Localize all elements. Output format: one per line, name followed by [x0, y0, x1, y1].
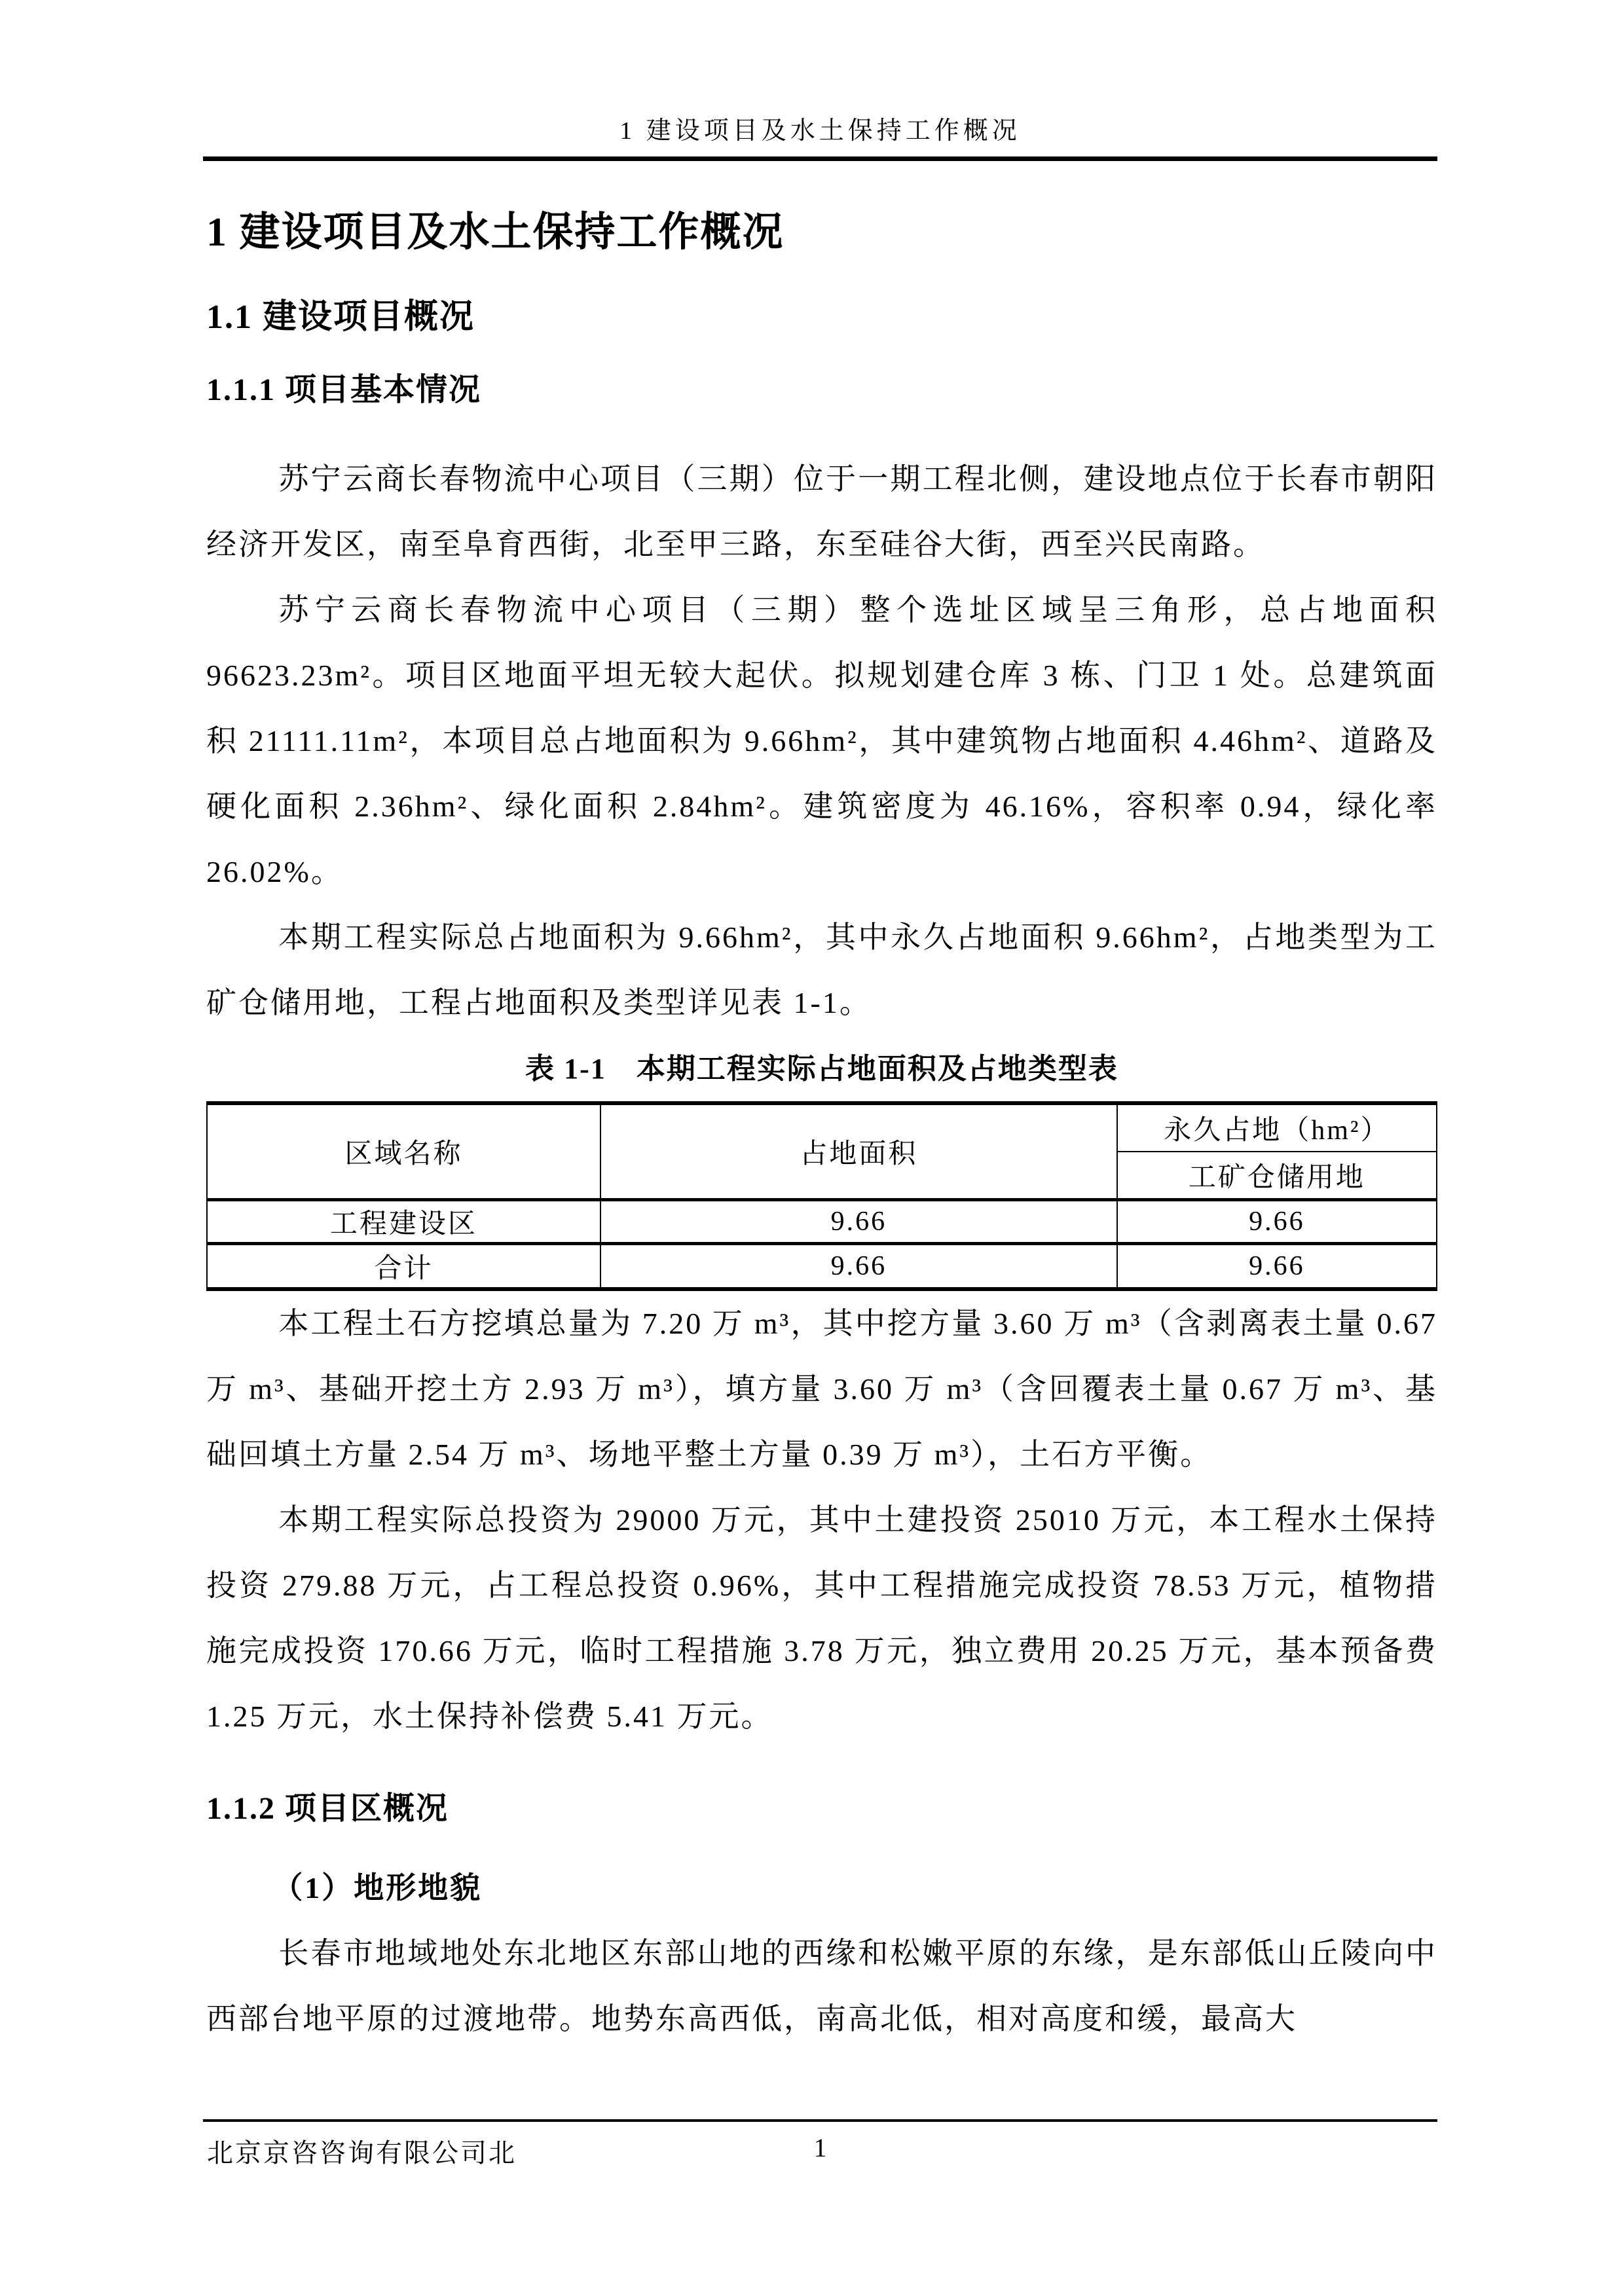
section-1-1-1-heading: 1.1.1 项目基本情况 [206, 372, 482, 407]
cell-total-area-value: 9.66 [600, 1244, 1117, 1290]
subheading-terrain: （1）地形地貌 [272, 1870, 483, 1904]
page-content [206, 196, 1437, 2052]
paragraph-land-occupation: 本期工程实际总占地面积为 9.66hm²，其中永久占地面积 9.66hm²，占地类型为工矿仓储用地，工程占地面积及类型详见表 1-1。 [206, 920, 1437, 1020]
table-header-permanent-type: 工矿仓储用地 [1117, 1152, 1437, 1200]
section-1-1-2-heading: 1.1.2 项目区概况 [206, 1791, 449, 1827]
table-caption: 表 1-1 本期工程实际占地面积及占地类型表 [525, 1053, 1118, 1085]
section-1-1-heading: 1.1 建设项目概况 [206, 299, 475, 337]
paragraph-investment: 本期工程实际总投资为 29000 万元，其中土建投资 25010 万元，本工程水土保持投资 279.88 万元，占工程总投资 0.96%，其中工程措施完成投资 78.53 万元，植物措施完成投资 170.66 万元，临时工程措施 3.78 万元，独立费用 20.25 万元，基本预备费 1.25 万元，水土保持补偿费 5.41 万元。 [206, 1503, 1437, 1734]
footer-company: 北京京咨咨询有限公司北 [207, 2138, 517, 2168]
cell-area-value: 9.66 [600, 1200, 1117, 1244]
page-footer [203, 2119, 1437, 2200]
table-header-row-top [207, 1103, 1437, 1152]
cell-total-label: 合计 [207, 1244, 600, 1290]
page-header [203, 110, 1437, 161]
table-header-area: 占地面积 [600, 1103, 1117, 1200]
table-row-construction-area [207, 1200, 1437, 1244]
table-header-region: 区域名称 [207, 1103, 600, 1200]
cell-permanent-value: 9.66 [1117, 1200, 1437, 1244]
paragraph-earthwork: 本工程土石方挖填总量为 7.20 万 m³，其中挖方量 3.60 万 m³（含剥离表土量 0.67 万 m³、基础开挖土方 2.93 万 m³），填方量 3.60 万 m³（含回覆表土量 0.67 万 m³、基础回填土方量 2.54 万 m³、场地平整土方量 0.39 万 m³），土石方平衡。 [206, 1307, 1437, 1472]
chapter-heading: 1 建设项目及水土保持工作概况 [206, 210, 784, 255]
table-header-permanent: 永久占地（hm²） [1117, 1103, 1437, 1152]
running-header-title: 1 建设项目及水土保持工作概况 [619, 117, 1021, 145]
table-row-total [207, 1244, 1437, 1290]
cell-region-name: 工程建设区 [207, 1200, 600, 1244]
paragraph-site-overview: 苏宁云商长春物流中心项目（三期）整个选址区域呈三角形，总占地面积96623.23m²。项目区地面平坦无较大起伏。拟规划建仓库 3 栋、门卫 1 处。总建筑面积 21111.11m²，本项目总占地面积为 9.66hm²，其中建筑物占地面积 4.46hm²、道路及硬化面积 2.36hm²、绿化面积 2.84hm²。建筑密度为 46.16%，容积率 0.94，绿化率 26.02%。 [206, 593, 1437, 889]
paragraph-terrain: 长春市地域地处东北地区东部山地的西缘和松嫩平原的东缘，是东部低山丘陵向中西部台地平原的过渡地带。地势东高西低，南高北低，相对高度和缓，最高大 [206, 1936, 1437, 2035]
land-area-table [206, 1101, 1437, 1291]
cell-total-permanent-value: 9.66 [1117, 1244, 1437, 1290]
paragraph-project-location: 苏宁云商长春物流中心项目（三期）位于一期工程北侧，建设地点位于长春市朝阳经济开发区，南至阜育西街，北至甲三路，东至硅谷大街，西至兴民南路。 [206, 462, 1437, 562]
footer-page-number: 1 [813, 2133, 827, 2162]
